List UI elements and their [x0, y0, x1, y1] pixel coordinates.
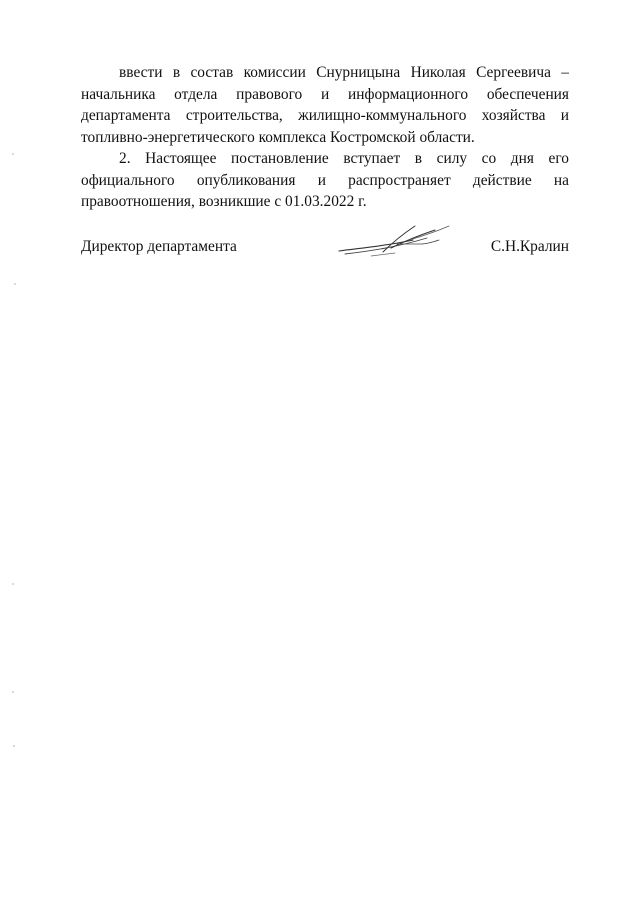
handwritten-signature-icon: [331, 218, 461, 266]
signer-name: С.Н.Кралин: [490, 238, 569, 255]
paragraph-effective-date: 2. Настоящее постановление вступает в силу со дня его официального опубликования и распространяет действие на правоотношения, возникшие с 01.03.2022 г.: [81, 150, 569, 210]
scan-artifact: [12, 153, 14, 155]
document-body: [81, 62, 569, 213]
paragraph-commission-member: ввести в состав комиссии Снурницына Николая Сергеевича – начальника отдела правового и информационного обеспечения департамента строительства, жилищно-коммунального хозяйства и топливно-энергетического комплекса Костромской области.: [81, 64, 569, 146]
scan-artifact: [12, 583, 14, 585]
scan-artifact: [14, 283, 16, 285]
scan-artifact: [13, 745, 15, 747]
signature-block: [81, 236, 569, 266]
signer-position-title: Директор департамента: [81, 238, 237, 255]
scan-artifact: [12, 691, 14, 693]
